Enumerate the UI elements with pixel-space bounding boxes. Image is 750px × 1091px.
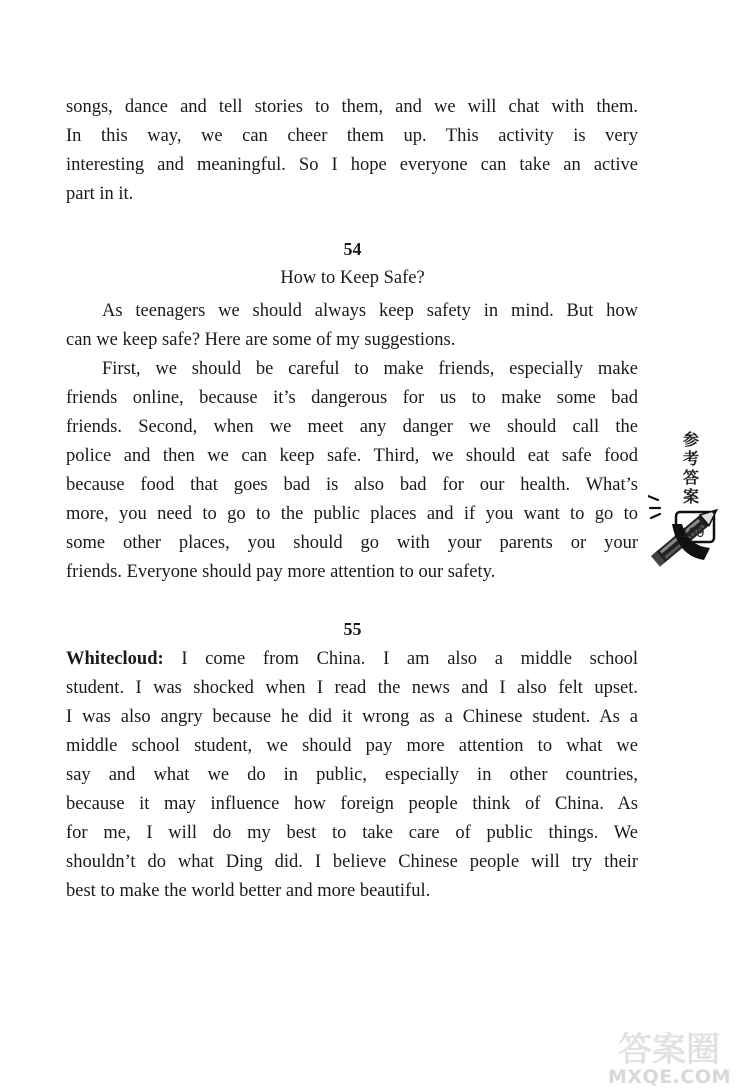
text-line: friends online, because it’s dangerous for us to make some bad (66, 388, 638, 408)
text-line: friends. Second, when we meet any danger we should call the (66, 417, 638, 437)
text-line: because it may influence how foreign people think of China. As (66, 794, 638, 814)
text-fragment: I come from China. I am also a middle school (163, 649, 638, 669)
page-number: 139 (681, 524, 705, 540)
text-line: more, you need to go to the public places and if you want to go to (66, 504, 638, 524)
text-line: I was also angry because he did it wrong as a Chinese student. As a (66, 707, 638, 727)
watermark-logo: 答案圈 (618, 1030, 720, 1070)
intro-paragraph (66, 93, 638, 209)
section-54-paragraph-2 (66, 355, 638, 587)
section-number-55: 55 (343, 619, 362, 639)
section-number-54: 54 (343, 239, 362, 259)
text-line: In this way, we can cheer them up. This activity is very (66, 126, 638, 146)
text-line: for me, I will do my best to take care of public things. We (66, 823, 638, 843)
text-line: can we keep safe? Here are some of my suggestions. (66, 330, 456, 350)
text-line: because food that goes bad is also bad for our health. What’s (66, 475, 638, 495)
section-55-paragraph (66, 645, 638, 906)
text-line: part in it. (66, 184, 134, 204)
text-line: First, we should be careful to make friends, especially make (102, 359, 638, 379)
text-line: police and then we can keep safe. Third, we should eat safe food (66, 446, 638, 466)
watermark-url: MXQE.COM (608, 1066, 731, 1088)
text-line (66, 645, 638, 674)
text-line: As teenagers we should always keep safety in mind. But how (102, 301, 638, 321)
section-54-paragraph-1 (66, 297, 638, 355)
text-line: interesting and meaningful. So I hope everyone can take an active (66, 155, 638, 175)
label-char: 答 (682, 468, 699, 487)
text-line: some other places, you should go with your parents or your (66, 533, 638, 553)
text-line: say and what we do in public, especially in other countries, (66, 765, 638, 785)
text-line: songs, dance and tell stories to them, and we will chat with them. (66, 97, 638, 117)
text-line: middle school student, we should pay more attention to what we (66, 736, 638, 756)
label-char: 考 (682, 449, 699, 468)
label-char: 参 (682, 430, 699, 449)
essay-title: How to Keep Safe? (280, 268, 425, 288)
text-line: best to make the world better and more beautiful. (66, 881, 431, 901)
text-line: friends. Everyone should pay more attention to our safety. (66, 562, 496, 582)
speaker-name: Whitecloud: (66, 649, 164, 669)
text-line: student. I was shocked when I read the news and I also felt upset. (66, 678, 638, 698)
label-char: 案 (682, 487, 699, 506)
answer-key-label (680, 430, 702, 506)
text-line: shouldn’t do what Ding did. I believe Chinese people will try their (66, 852, 638, 872)
